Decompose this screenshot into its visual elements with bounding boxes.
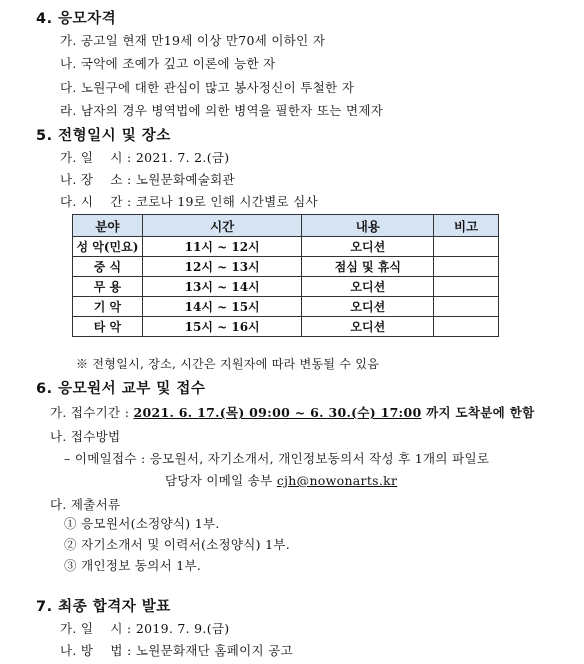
col-header-remarks: 비고 <box>434 215 499 237</box>
section-6-title: 6. 응모원서 교부 및 접수 <box>36 381 206 397</box>
s4-item-c: 다. 노원구에 대한 관심이 많고 봉사정신이 투철한 자 <box>60 80 355 95</box>
col-header-time: 시간 <box>142 215 302 237</box>
cell-remarks <box>434 237 499 257</box>
s6-c-doc-1: ① 응모원서(소정양식) 1부. <box>64 516 220 531</box>
col-header-field: 분야 <box>73 215 143 237</box>
cell-content: 오디션 <box>302 277 434 297</box>
cell-time: 15시 ~ 16시 <box>142 317 302 337</box>
cell-remarks <box>434 257 499 277</box>
s6-b-line2-text: 담당자 이메일 송부 <box>165 473 277 488</box>
s6-a-label: 가. 접수기간 : <box>50 405 134 420</box>
s4-item-a: 가. 공고일 현재 만19세 이상 만70세 이하인 자 <box>60 33 326 48</box>
cell-content: 점심 및 휴식 <box>302 257 434 277</box>
s6-c-doc-3: ③ 개인정보 동의서 1부. <box>64 558 202 573</box>
cell-content: 오디션 <box>302 237 434 257</box>
cell-field: 타 악 <box>73 317 143 337</box>
cell-time: 14시 ~ 15시 <box>142 297 302 317</box>
cell-time: 12시 ~ 13시 <box>142 257 302 277</box>
cell-time: 11시 ~ 12시 <box>142 237 302 257</box>
s6-item-c: 다. 제출서류 <box>50 497 121 512</box>
s4-item-b: 나. 국악에 조예가 깊고 이론에 능한 자 <box>60 56 276 71</box>
cell-remarks <box>434 277 499 297</box>
s7-item-date: 가. 일 시 : 2019. 7. 9.(금) <box>60 621 230 636</box>
schedule-note: ※ 전형일시, 장소, 시간은 지원자에 따라 변동될 수 있음 <box>76 357 380 371</box>
s6-c-doc-2: ② 자기소개서 및 이력서(소정양식) 1부. <box>64 537 291 552</box>
section-5-title: 5. 전형일시 및 장소 <box>36 128 171 144</box>
col-header-content: 내용 <box>302 215 434 237</box>
cell-field: 기 악 <box>73 297 143 317</box>
s5-item-time: 다. 시 간 : 코로나 19로 인해 시간별로 심사 <box>60 194 318 209</box>
s6-item-b: 나. 접수방법 <box>50 429 121 444</box>
contact-email-link[interactable]: cjh@nowonarts.kr <box>276 473 398 488</box>
schedule-header-row <box>73 215 499 237</box>
cell-time: 13시 ~ 14시 <box>142 277 302 297</box>
section-7-title: 7. 최종 합격자 발표 <box>36 599 171 615</box>
table-row <box>73 277 499 297</box>
table-row <box>73 317 499 337</box>
s7-item-method: 나. 방 법 : 노원문화재단 홈페이지 공고 <box>60 643 293 658</box>
schedule-table <box>72 214 499 337</box>
table-row <box>73 237 499 257</box>
section-4-title: 4. 응모자격 <box>36 11 117 27</box>
cell-content: 오디션 <box>302 297 434 317</box>
s5-item-place: 나. 장 소 : 노원문화예술회관 <box>60 172 235 187</box>
cell-field: 성 악(민요) <box>73 237 143 257</box>
s5-item-date: 가. 일 시 : 2021. 7. 2.(금) <box>60 150 230 165</box>
s6-item-a <box>50 403 534 421</box>
table-row <box>73 257 499 277</box>
s6-a-suffix: 까지 도착분에 한함 <box>421 405 535 420</box>
cell-field: 무 용 <box>73 277 143 297</box>
s4-item-d: 라. 남자의 경우 병역법에 의한 병역을 필한자 또는 면제자 <box>60 103 384 118</box>
cell-content: 오디션 <box>302 317 434 337</box>
s6-a-period: 2021. 6. 17.(목) 09:00 ~ 6. 30.(수) 17:00 <box>133 405 422 420</box>
cell-remarks <box>434 317 499 337</box>
s6-b-line1: – 이메일접수 : 응모원서, 자기소개서, 개인정보동의서 작성 후 1개의 파일로 <box>64 451 490 466</box>
cell-field: 중 식 <box>73 257 143 277</box>
table-row <box>73 297 499 317</box>
cell-remarks <box>434 297 499 317</box>
s6-b-line2 <box>165 471 397 489</box>
